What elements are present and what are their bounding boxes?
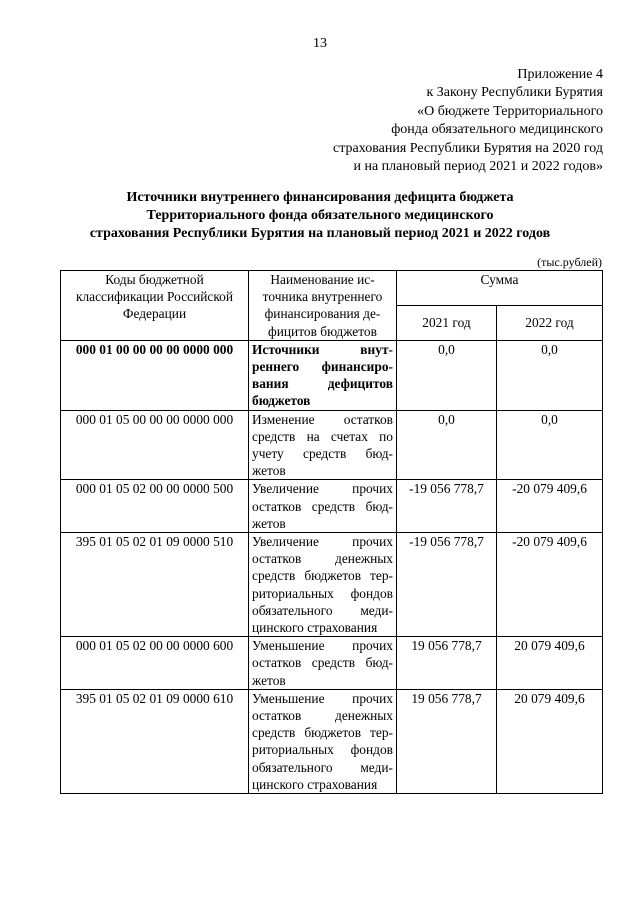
header-sum: Сумма <box>397 271 603 306</box>
row-name: Увеличение прочих остатков денежных средств бюджетов тер-риториальных фондов обязательного меди-цинского страхования <box>249 533 397 637</box>
document-title <box>0 189 640 243</box>
row-amount-2022: 20 079 409,6 <box>497 637 603 690</box>
row-amount-2021: 19 056 778,7 <box>397 689 497 793</box>
row-name: Уменьшение прочих остатков средств бюд-жетов <box>249 637 397 690</box>
row-code: 395 01 05 02 01 09 0000 510 <box>61 533 249 637</box>
row-name: Увеличение прочих остатков средств бюд-жетов <box>249 480 397 533</box>
appendix-header <box>263 66 603 176</box>
appendix-line: к Закону Республики Бурятия <box>426 85 603 101</box>
appendix-line: страхования Республики Бурятия на 2020 год <box>333 140 603 156</box>
header-name: Наименование ис-точника внутреннего финансирования де-фицитов бюджетов <box>249 271 397 341</box>
row-amount-2022: 20 079 409,6 <box>497 689 603 793</box>
row-code: 000 01 00 00 00 00 0000 000 <box>61 340 249 410</box>
appendix-line: и на плановый период 2021 и 2022 годов» <box>353 159 603 175</box>
header-code: Коды бюджетной классификации Российской Федерации <box>61 271 249 341</box>
title-line: Источники внутреннего финансирования дефицита бюджета <box>126 190 514 205</box>
page-number: 13 <box>313 36 327 51</box>
appendix-line: фонда обязательного медицинского <box>391 122 603 138</box>
row-name: Изменение остатков средств на счетах по учету средств бюд-жетов <box>249 410 397 480</box>
row-amount-2022: -20 079 409,6 <box>497 480 603 533</box>
row-amount-2021: 0,0 <box>397 410 497 480</box>
row-amount-2022: 0,0 <box>497 340 603 410</box>
table-row <box>61 340 603 410</box>
title-line: страхования Республики Бурятия на плановый период 2021 и 2022 годов <box>89 226 551 241</box>
title-line: Территориального фонда обязательного медицинского <box>146 208 494 223</box>
appendix-line: Приложение 4 <box>517 67 603 82</box>
row-amount-2021: -19 056 778,7 <box>397 533 497 637</box>
appendix-line: «О бюджете Территориального <box>417 103 603 119</box>
row-amount-2021: 0,0 <box>397 340 497 410</box>
budget-table <box>60 270 603 794</box>
table-header-row <box>61 271 603 306</box>
row-amount-2021: 19 056 778,7 <box>397 637 497 690</box>
row-name: Источники внут-реннего финансиро-вания дефицитов бюджетов <box>249 340 397 410</box>
row-name: Уменьшение прочих остатков денежных средств бюджетов тер-риториальных фондов обязательного меди-цинского страхования <box>249 689 397 793</box>
row-amount-2022: -20 079 409,6 <box>497 533 603 637</box>
table-row <box>61 637 603 690</box>
row-code: 000 01 05 00 00 00 0000 000 <box>61 410 249 480</box>
row-code: 000 01 05 02 00 00 0000 500 <box>61 480 249 533</box>
row-amount-2022: 0,0 <box>497 410 603 480</box>
row-amount-2021: -19 056 778,7 <box>397 480 497 533</box>
row-code: 000 01 05 02 00 00 0000 600 <box>61 637 249 690</box>
unit-label: (тыс.рублей) <box>537 255 602 269</box>
table-row <box>61 410 603 480</box>
table-row <box>61 689 603 793</box>
header-year-2022: 2022 год <box>497 305 603 340</box>
row-code: 395 01 05 02 01 09 0000 610 <box>61 689 249 793</box>
header-year-2021: 2021 год <box>397 305 497 340</box>
table-row <box>61 480 603 533</box>
table-row <box>61 533 603 637</box>
